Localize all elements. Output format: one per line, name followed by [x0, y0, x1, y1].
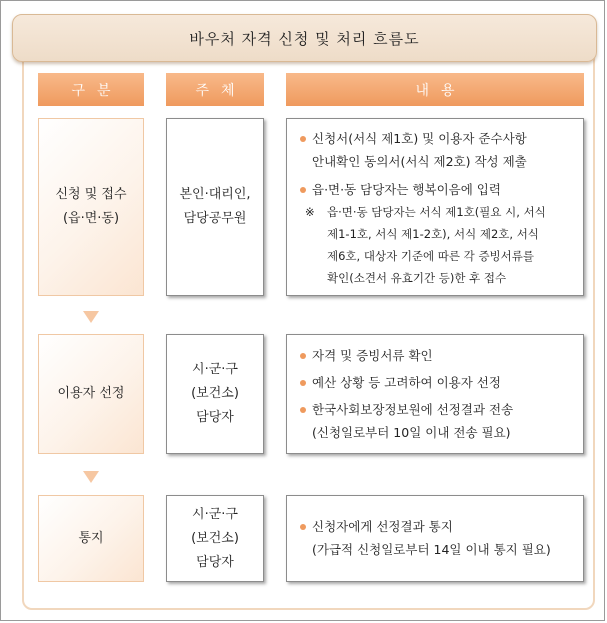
step2-bullet: [299, 398, 573, 444]
step1-category: 신청 및 접수: [55, 187, 127, 202]
step3-subject-line: 담당자: [196, 554, 234, 570]
step2-bullet: [299, 371, 573, 394]
note-mark: ※: [305, 205, 315, 219]
note-line: 제6호, 대상자 기준에 따른 각 증빙서류를: [327, 249, 534, 263]
step3-bullet: [299, 515, 573, 561]
bullet-line: 예산 상황 등 고려하여 이용자 선정: [312, 375, 501, 390]
note-line: 읍·면·동 담당자는 서식 제1호(필요 시, 서식: [327, 205, 546, 219]
down-arrow-icon: [83, 311, 99, 323]
bullet-line: 안내확인 동의서(서식 제2호) 작성 제출: [312, 154, 527, 169]
step2-subject-box: [166, 334, 264, 454]
header-subject: [166, 73, 264, 106]
bullet-line: 신청서(서식 제1호) 및 이용자 준수사항: [312, 131, 527, 146]
header-content-label: 내용: [415, 82, 467, 99]
header-category-label: 구분: [71, 82, 123, 99]
step1-bullet: [299, 178, 573, 201]
step1-category-box: [38, 118, 144, 296]
down-arrow-icon: [83, 471, 99, 483]
step2-content-box: [286, 334, 584, 454]
header-category: [38, 73, 144, 106]
step1-category-sub: (읍·면·동): [62, 211, 120, 226]
step3-category: 통지: [78, 530, 104, 546]
step3-subject-line: 시·군·구: [192, 506, 238, 522]
step1-bullet: [299, 127, 573, 173]
step3-subject-line: (보건소): [191, 530, 239, 546]
note-line: 확인(소견서 유효기간 등)한 후 접수: [327, 271, 507, 285]
bullet-line: 신청자에게 선정결과 통지: [312, 519, 453, 534]
bullet-line: (가급적 신청일로부터 14일 이내 통지 필요): [312, 542, 551, 557]
header-content: [286, 73, 584, 106]
title-text: 바우처 자격 신청 및 처리 흐름도: [189, 29, 420, 48]
step2-category: 이용자 선정: [57, 386, 125, 401]
step3-category-box: [38, 495, 144, 582]
step2-bullet: [299, 344, 573, 367]
step2-category-box: [38, 334, 144, 454]
step2-subject-line: 담당자: [196, 410, 234, 425]
bullet-line: (신청일로부터 10일 이내 전송 필요): [312, 425, 511, 440]
step2-subject-line: (보건소): [191, 386, 239, 401]
step3-subject-box: [166, 495, 264, 582]
step1-subject-box: [166, 118, 264, 296]
bullet-line: 한국사회보장정보원에 선정결과 전송: [312, 402, 514, 417]
flowchart-title: [12, 14, 597, 62]
bullet-line: 자격 및 증빙서류 확인: [312, 348, 433, 363]
step1-content-box: [286, 118, 584, 296]
step3-content-box: [286, 495, 584, 582]
note-line: 제1-1호, 서식 제1-2호), 서식 제2호, 서식: [327, 227, 539, 241]
step2-subject-line: 시·군·구: [192, 362, 238, 377]
step1-subject-line: 본인·대리인,: [179, 187, 251, 202]
step1-subject-line: 담당공무원: [183, 211, 247, 226]
bullet-line: 읍·면·동 담당자는 행복이음에 입력: [312, 182, 501, 197]
step1-note: [299, 201, 573, 289]
header-subject-label: 주체: [195, 82, 247, 99]
